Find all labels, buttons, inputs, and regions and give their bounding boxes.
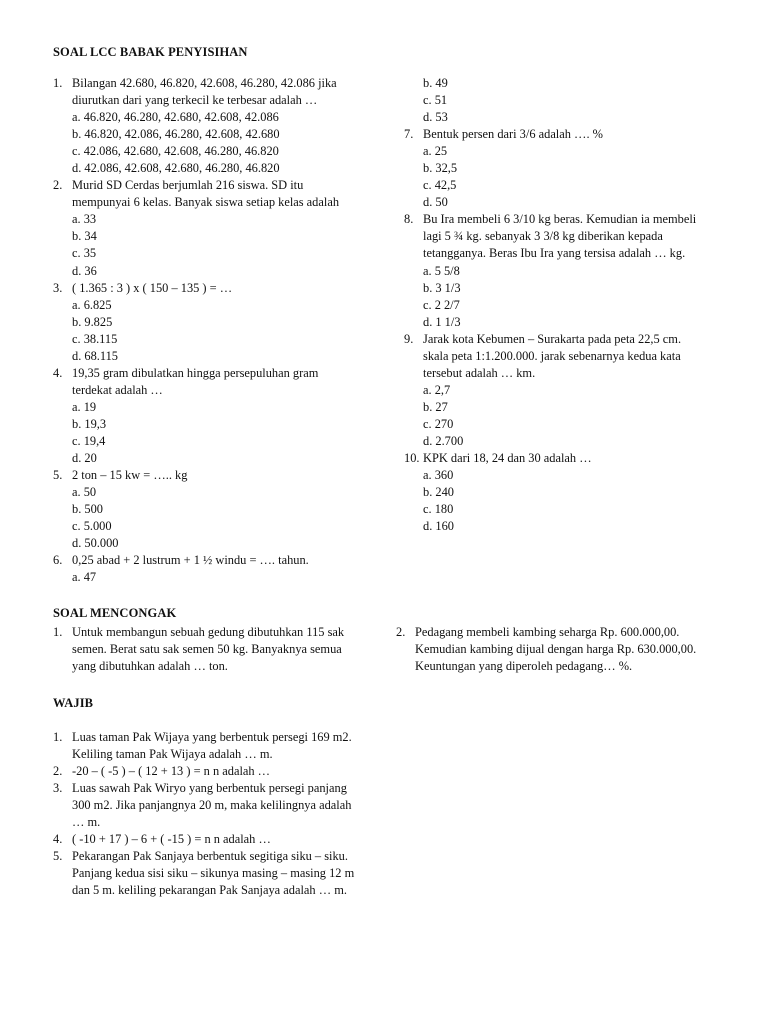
question-4 [53, 365, 383, 399]
question-5 [53, 848, 393, 899]
question-9 [404, 331, 734, 382]
question-number: 1. [53, 625, 63, 639]
question-text: terdekat adalah … [72, 382, 163, 397]
question-number: 4. [53, 832, 63, 847]
option-c: c. 270 [423, 416, 454, 431]
question-number: 5. [53, 849, 63, 864]
question-text: KPK dari 18, 24 dan 30 adalah … [423, 451, 592, 466]
option-d: d. 160 [423, 519, 454, 534]
question-6 [53, 552, 383, 569]
question-text: -20 – ( -5 ) – ( 12 + 13 ) = n n adalah … [72, 764, 271, 779]
question-number: 3. [53, 280, 63, 295]
question-text: tetangganya. Beras Ibu Ira yang tersisa adalah … kg. [423, 246, 686, 261]
question-text: tersebut adalah … km. [423, 365, 536, 380]
question-2 [53, 177, 383, 211]
question-number: 1. [53, 76, 63, 90]
question-number: 9. [404, 331, 414, 346]
question-2 [396, 624, 756, 675]
question-text: Bentuk persen dari 3/6 adalah …. % [423, 127, 603, 142]
option-a: a. 2,7 [423, 382, 451, 397]
option-b: b. 240 [423, 485, 454, 500]
question-number: 5. [53, 468, 63, 483]
option-d: d. 68.115 [72, 348, 119, 363]
section-title-penyisihan: SOAL LCC BABAK PENYISIHAN [53, 45, 248, 59]
option-a: a. 360 [423, 468, 454, 483]
question-7 [404, 126, 734, 143]
section-title-mencongak: SOAL MENCONGAK [53, 606, 177, 620]
question-text: Murid SD Cerdas berjumlah 216 siswa. SD itu [72, 178, 304, 193]
option-c: c. 38.115 [72, 331, 118, 346]
option-c: c. 35 [72, 246, 97, 261]
question-number: 6. [53, 553, 63, 568]
option-b: b. 46.820, 42.086, 46.280, 42.608, 42.680 [72, 127, 280, 142]
option-d: d. 50 [423, 195, 448, 210]
question-text: yang dibutuhkan adalah … ton. [72, 659, 228, 674]
question-number: 10. [404, 451, 420, 466]
question-3 [53, 780, 393, 831]
question-10 [404, 450, 734, 467]
question-text: 0,25 abad + 2 lustrum + 1 ½ windu = …. tahun. [72, 553, 309, 568]
question-number: 8. [404, 212, 414, 227]
option-b: b. 34 [72, 229, 97, 244]
question-text: skala peta 1:1.200.000. jarak sebenarnya kedua kata [423, 348, 681, 363]
option-b: b. 500 [72, 502, 103, 517]
question-text: Untuk membangun sebuah gedung dibutuhkan 115 sak [72, 625, 345, 639]
question-text: Luas sawah Pak Wiryo yang berbentuk persegi panjang [72, 781, 347, 796]
question-text: Pekarangan Pak Sanjaya berbentuk segitiga siku – siku. [72, 849, 348, 864]
question-number: 2. [53, 178, 63, 193]
option-c: c. 2 2/7 [423, 297, 460, 312]
question-text: diurutkan dari yang terkecil ke terbesar adalah … [72, 93, 318, 108]
question-text: mempunyai 6 kelas. Banyak siswa setiap kelas adalah [72, 195, 340, 210]
option-d: d. 50.000 [72, 536, 119, 551]
mencongak-question-1 [53, 624, 383, 675]
option-d: d. 42.086, 42.608, 42.680, 46.280, 46.820 [72, 161, 280, 176]
question-text: Jarak kota Kebumen – Surakarta pada peta 22,5 cm. [423, 331, 682, 346]
question-text: ( 1.365 : 3 ) x ( 150 – 135 ) = … [72, 280, 233, 295]
option-c: c. 42.086, 42.680, 42.608, 46.280, 46.820 [72, 144, 279, 159]
question-number: 2. [53, 764, 63, 779]
question-1 [53, 624, 383, 675]
option-d: d. 53 [423, 110, 448, 125]
question-3 [53, 280, 383, 297]
question-text: lagi 5 ¾ kg. sebanyak 3 3/8 kg diberikan kepada [423, 229, 663, 244]
wajib-column [53, 729, 393, 899]
question-1 [53, 729, 393, 763]
option-a: a. 50 [72, 485, 97, 500]
question-number: 3. [53, 781, 63, 796]
question-text: Kemudian kambing dijual dengan harga Rp. 630.000,00. [415, 642, 697, 657]
question-text: ( -10 + 17 ) – 6 + ( -15 ) = n n adalah … [72, 832, 271, 847]
question-text: 300 m2. Jika panjangnya 20 m, maka kelilingnya adalah [72, 798, 352, 813]
option-b: b. 9.825 [72, 314, 113, 329]
question-number: 7. [404, 127, 414, 142]
question-text: Panjang kedua sisi siku – sikunya masing – masing 12 m [72, 866, 355, 881]
option-b: b. 27 [423, 399, 448, 414]
option-a: a. 47 [72, 570, 97, 585]
option-a: a. 25 [423, 144, 448, 159]
option-d: d. 20 [72, 451, 97, 466]
option-a: a. 46.820, 46.280, 42.680, 42.608, 42.086 [72, 110, 279, 125]
question-number: 4. [53, 365, 63, 380]
option-d: d. 2.700 [423, 433, 464, 448]
question-text: Keuntungan yang diperoleh pedagang… %. [415, 659, 633, 674]
section-title-wajib: WAJIB [53, 696, 94, 710]
option-a: a. 5 5/8 [423, 263, 460, 278]
option-b: b. 49 [423, 76, 448, 90]
question-text: Luas taman Pak Wijaya yang berbentuk persegi 169 m2. [72, 730, 352, 744]
mencongak-question-2 [396, 624, 756, 675]
option-c: c. 51 [423, 93, 448, 108]
option-b: b. 19,3 [72, 416, 107, 431]
option-d: d. 36 [72, 263, 97, 278]
option-a: a. 19 [72, 399, 97, 414]
question-number: 2. [396, 625, 406, 639]
option-d: d. 1 1/3 [423, 314, 461, 329]
question-number: 1. [53, 730, 63, 744]
option-b: b. 3 1/3 [423, 280, 461, 295]
penyisihan-left-column [53, 75, 383, 586]
option-c: c. 5.000 [72, 519, 112, 534]
question-text: Bilangan 42.680, 46.820, 42.608, 46.280, 42.086 jika [72, 76, 337, 90]
option-a: a. 6.825 [72, 297, 112, 312]
question-text: semen. Berat satu sak semen 50 kg. Banyaknya semua [72, 642, 342, 657]
option-a: a. 33 [72, 212, 97, 227]
penyisihan-right-column [404, 75, 734, 535]
question-8 [404, 211, 734, 262]
option-c: c. 180 [423, 502, 454, 517]
question-text: Pedagang membeli kambing seharga Rp. 600.000,00. [415, 625, 680, 639]
question-text: Keliling taman Pak Wijaya adalah … m. [72, 747, 273, 762]
question-5 [53, 467, 383, 484]
question-text: … m. [72, 815, 101, 830]
question-text: Bu Ira membeli 6 3/10 kg beras. Kemudian ia membeli [423, 212, 697, 227]
question-2 [53, 763, 393, 780]
option-c: c. 19,4 [72, 433, 106, 448]
option-b: b. 32,5 [423, 161, 458, 176]
question-text: 19,35 gram dibulatkan hingga persepuluhan gram [72, 365, 319, 380]
question-4 [53, 831, 393, 848]
question-1 [53, 75, 383, 109]
option-c: c. 42,5 [423, 178, 457, 193]
question-text: dan 5 m. keliling pekarangan Pak Sanjaya adalah … m. [72, 883, 347, 898]
question-text: 2 ton – 15 kw = ….. kg [72, 468, 188, 483]
